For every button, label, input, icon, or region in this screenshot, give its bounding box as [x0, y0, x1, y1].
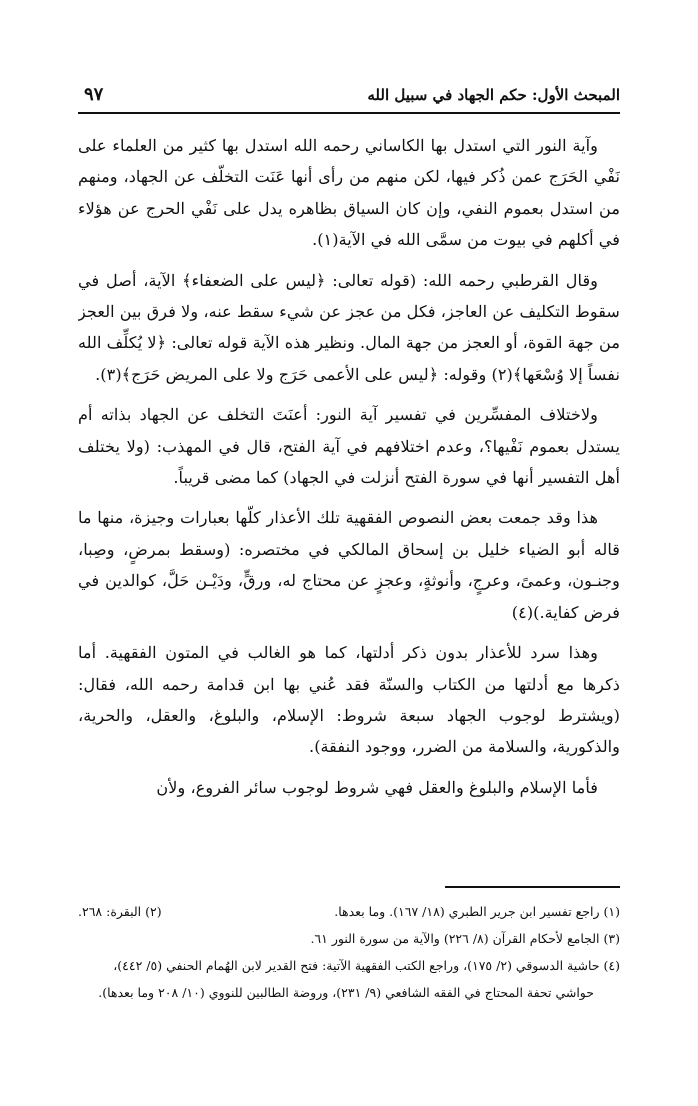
footnote-separator [445, 886, 620, 888]
chapter-title: المبحث الأول: حكم الجهاد في سبيل الله [367, 86, 620, 104]
paragraph-5: وهذا سرد للأعذار بدون ذكر أدلتها، كما هو الغالب في المتون الفقهية. أما ذكرها مع أدلتها من الكتاب والسنّة فقد عُني بها ابن قدامة رحمه الله، فقال: (ويشترط لوجوب الجهاد سبعة شروط: الإسلام، والبلوغ، والعقل، والحرية، والذكورية، والسلامة من الضرر، ووجود النفقة). [78, 643, 620, 757]
footnote-4: (٤) حاشية الدسوقي (٢/ ١٧٥)، وراجع الكتب الفقهية الآتية: فتح القدير لابن الهُمام الحنفي (٥/ ٤٤٢)، حواشي تحفة المحتاج في الفقه الشافعي (٩/ ٢٣١)، وروضة الطالبين للنووي (١٠/ ٢٠٨ وما بعدها). [98, 958, 620, 1000]
paragraph-3: ولاختلاف المفسِّرين في تفسير آية النور: أعنَتَ التخلف عن الجهاد بذاته أم يستدل بعموم نَفْيها؟، وعدم اختلافهم في آية الفتح، قال في المهذب: (ولا يختلف أهل التفسير أنها في سورة الفتح أنزلت في الجهاد) كما مضى قريباً. [78, 405, 620, 488]
paragraph-1: وآية النور التي استدل بها الكاساني رحمه الله استدل بها كثير من العلماء على نَفْي الحَرَج عمن ذُكر فيها، لكن منهم من رأى أنها عَنَت التخلّف عن الجهاد، ومنهم من استدل بعموم النفي، وإن كان السياق بظاهره يدل على نَفْي الحرج عن هؤلاء في أكلهم في بيوت من سمَّى الله في الآية(١). [78, 136, 620, 250]
paragraph-4: هذا وقد جمعت بعض النصوص الفقهية تلك الأعذار كلّها بعبارات وجيزة، منها ما قاله أبو الضياء خليل بن إسحاق المالكي في مختصره: (وسقط بمرضٍ، وصِبا، وجنـون، وعمىً، وعرجٍ، وأنوثةٍ، وعجزٍ عن محتاج له، ورقٍّ، ودَيْـن حَلَّ، كوالدين في فرض كفاية.)(٤) [78, 508, 620, 622]
page-number: ٩٧ [84, 84, 104, 105]
footnote-1: (١) راجع تفسير ابن جرير الطبري (١٨/ ١٦٧). وما بعدها. [334, 904, 620, 919]
paragraph-6: فأما الإسلام والبلوغ والعقل فهي شروط لوجوب سائر الفروع، ولأن [156, 777, 598, 797]
paragraph-2: وقال القرطبي رحمه الله: (قوله تعالى: ﴿ليس على الضعفاء﴾ الآية، أصل في سقوط التكليف عن العاجز، فكل من عجز عن شيء سقط عنه، ولا فرق بين العجز من جهة القوة، أو العجز من جهة المال. ونظير هذه الآية قوله تعالى: ﴿لا يُكلِّف الله نفساً إلا وُسْعَها﴾(٢) وقوله: ﴿ليس على الأعمى حَرَج ولا على المريض حَرَج﴾(٣). [78, 270, 620, 384]
footnotes [78, 898, 620, 1028]
main-text [78, 130, 620, 868]
footnote-3: (٣) الجامع لأحكام القرآن (٨/ ٢٢٦) والآية من سورة النور ٦١. [310, 931, 620, 946]
running-header [78, 78, 620, 114]
footnote-row-1 [78, 898, 620, 925]
footnote-2: (٢) البقرة: ٢٦٨. [78, 904, 162, 919]
